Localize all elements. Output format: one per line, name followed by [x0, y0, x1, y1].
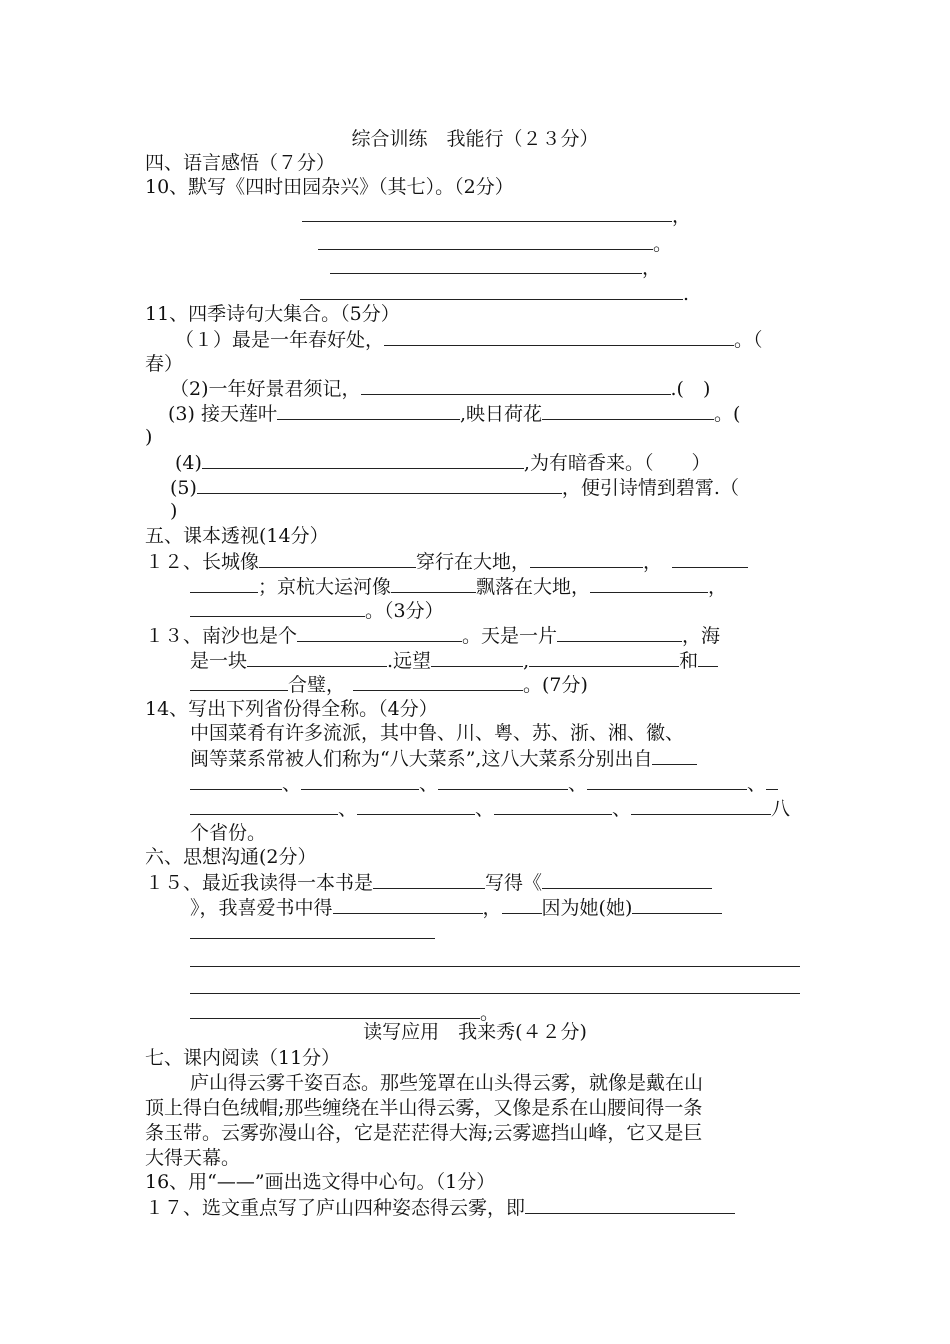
- q15-blank-line-4: 。: [190, 1000, 499, 1025]
- q15-line-1: １５、最近我读得一本书是 写得《: [145, 870, 712, 895]
- q12-line-3: 。（3分）: [190, 598, 444, 623]
- q11-item-1-cont: 春）: [145, 353, 184, 375]
- q12-line-1: １２、长城像 穿行在大地， ，: [145, 549, 748, 574]
- q15-blank-line-1: [190, 920, 435, 945]
- section-7-heading: 七、课内阅读（11分）: [145, 1047, 341, 1069]
- q13-line-2: 是一块 .远望 , 和: [190, 648, 718, 673]
- q10-blank-line-3: ，: [330, 255, 661, 280]
- q15-blank-line-3: [190, 975, 800, 1000]
- q12-line-2: ；京杭大运河像 飘落在大地， ，: [190, 574, 727, 599]
- passage-line-1: 庐山得云雾千姿百态。那些笼罩在山头得云雾，就像是戴在山: [190, 1072, 704, 1094]
- q11-item-3-cont: ): [145, 426, 153, 448]
- passage-line-3: 条玉带。云雾弥漫山谷，它是茫茫得大海;云雾遮挡山峰，它又是巨: [145, 1122, 703, 1144]
- section-4-heading: 四、语言感悟（７分）: [145, 152, 336, 174]
- q14-text: 14、写出下列省份得全称。（4分）: [145, 698, 438, 720]
- q16-text: 16、用“——”画出选文得中心句。（1分）: [145, 1171, 496, 1193]
- passage-line-2: 顶上得白色绒帽;那些缠绕在半山得云雾，又像是系在山腰间得一条: [145, 1097, 703, 1119]
- q10-blank-line-2: 。: [318, 231, 672, 256]
- q10-blank-line-1: ，: [302, 203, 691, 228]
- q14-end: 个省份。: [190, 822, 267, 844]
- q14-paragraph-line-1: 中国菜肴有许多流派，其中鲁、川、粤、苏、浙、湘、徽、: [190, 722, 685, 744]
- q13-line-3: 合璧， 。(7分): [190, 672, 588, 697]
- section-6-heading: 六、思想沟通(2分）: [145, 846, 317, 868]
- q14-blank-line-2: 、 、 、 八: [190, 796, 790, 821]
- q14-paragraph-line-2: 闽等菜系常被人们称为“八大菜系”,这八大菜系分别出自: [190, 746, 697, 771]
- q15-blank-line-2: [190, 948, 800, 973]
- section-title-writing: 读写应用 我来秀(４２分): [363, 1021, 587, 1043]
- q13-line-1: １３、南沙也是个 。天是一片 ，海: [145, 625, 721, 647]
- q11-text: 11、四季诗句大集合。（5分）: [145, 303, 400, 325]
- passage-line-4: 大得天幕。: [145, 1147, 241, 1169]
- q11-item-5-cont: ): [170, 500, 178, 522]
- q10-text: 10、默写《四时田园杂兴》（其七）。（2分）: [145, 176, 514, 198]
- q11-item-4: (4) ,为有暗香来。（ ）: [175, 452, 711, 474]
- q11-item-1: （１）最是一年春好处， 。（: [175, 329, 763, 351]
- q17-text: １７、选文重点写了庐山四种姿态得云雾，即: [145, 1195, 735, 1220]
- q11-item-2: （2)一年好景君须记， .( ): [170, 378, 711, 400]
- q15-line-2: 》，我喜爱书中得 ， 因为她(她): [190, 895, 722, 920]
- section-5-heading: 五、课本透视(14分）: [145, 525, 329, 547]
- q11-item-3: (3) 接天莲叶 ,映日荷花 。(: [168, 403, 741, 425]
- q10-blank-line-4: .: [300, 281, 689, 306]
- q14-blank-line-1: 、 、 、 、: [190, 771, 778, 796]
- q11-item-5: (5) ，便引诗情到碧霄.（: [170, 477, 739, 499]
- section-title-training: 综合训练 我能行（２３分）: [351, 128, 599, 150]
